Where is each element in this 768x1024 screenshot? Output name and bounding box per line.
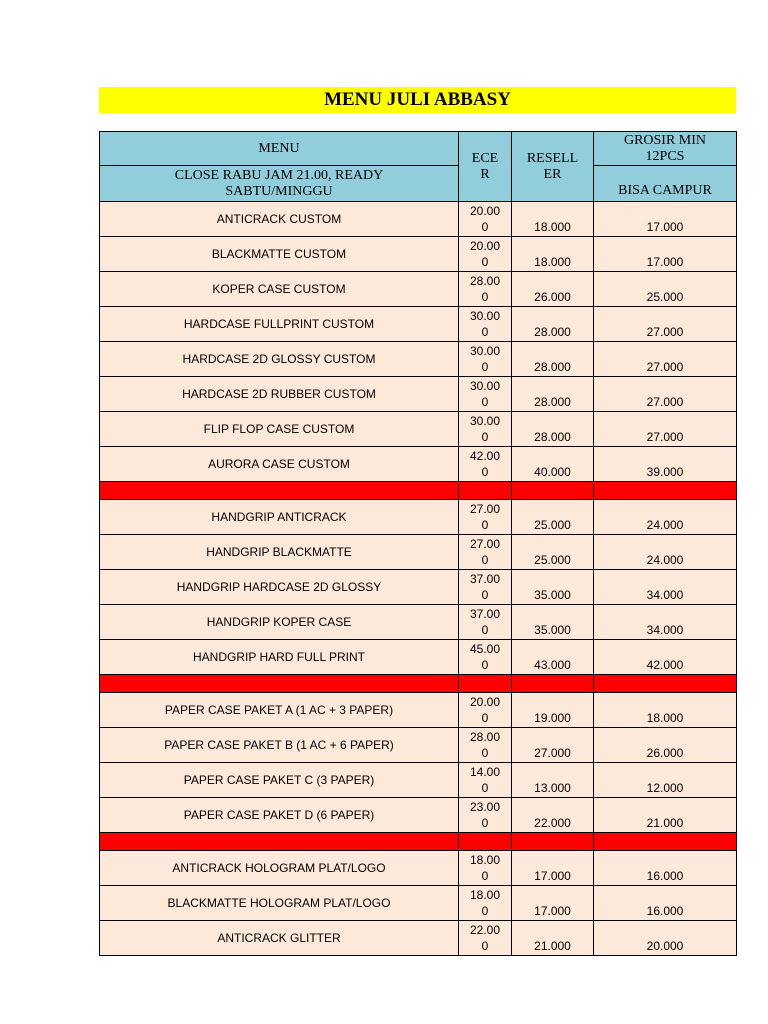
item-ecer <box>459 237 512 272</box>
table-row <box>100 693 737 728</box>
item-ecer <box>459 412 512 447</box>
separator-row <box>100 833 737 851</box>
item-name: HANDGRIP HARDCASE 2D GLOSSY <box>100 570 459 605</box>
item-grosir: 27.000 <box>594 342 737 377</box>
item-name: HARDCASE 2D RUBBER CUSTOM <box>100 377 459 412</box>
table-row <box>100 272 737 307</box>
item-reseller: 17.000 <box>512 886 594 921</box>
ecer-part-2: 0 <box>481 360 489 374</box>
separator-row <box>100 675 737 693</box>
table-row <box>100 535 737 570</box>
separator-cell <box>459 675 512 693</box>
item-grosir: 17.000 <box>594 237 737 272</box>
separator-cell <box>459 833 512 851</box>
item-reseller: 21.000 <box>512 921 594 956</box>
table-row <box>100 763 737 798</box>
ecer-part-2: 0 <box>481 658 489 672</box>
item-grosir: 27.000 <box>594 412 737 447</box>
item-name: BLACKMATTE HOLOGRAM PLAT/LOGO <box>100 886 459 921</box>
ecer-part-1: 20.00 <box>469 239 501 253</box>
table-row <box>100 500 737 535</box>
ecer-part-2: 0 <box>481 781 489 795</box>
ecer-part-2: 0 <box>481 220 489 234</box>
ecer-part-1: 30.00 <box>469 344 501 358</box>
item-name: PAPER CASE PAKET C (3 PAPER) <box>100 763 459 798</box>
item-grosir: 34.000 <box>594 605 737 640</box>
table-row <box>100 605 737 640</box>
item-grosir: 27.000 <box>594 377 737 412</box>
separator-cell <box>100 482 459 500</box>
ecer-part-2: 0 <box>481 465 489 479</box>
item-name: PAPER CASE PAKET A (1 AC + 3 PAPER) <box>100 693 459 728</box>
item-name: ANTICRACK GLITTER <box>100 921 459 956</box>
ecer-part-2: 0 <box>481 255 489 269</box>
item-reseller: 28.000 <box>512 342 594 377</box>
item-grosir: 16.000 <box>594 851 737 886</box>
page-title: MENU JULI ABBASY <box>99 87 736 113</box>
item-name: ANTICRACK HOLOGRAM PLAT/LOGO <box>100 851 459 886</box>
item-grosir: 18.000 <box>594 693 737 728</box>
item-grosir: 27.000 <box>594 307 737 342</box>
item-ecer <box>459 500 512 535</box>
item-reseller: 28.000 <box>512 412 594 447</box>
ecer-part-1: 27.00 <box>469 502 501 516</box>
separator-cell <box>512 833 594 851</box>
item-ecer <box>459 307 512 342</box>
item-reseller: 13.000 <box>512 763 594 798</box>
ecer-part-1: 23.00 <box>469 800 501 814</box>
item-reseller: 22.000 <box>512 798 594 833</box>
ecer-part-2: 0 <box>481 395 489 409</box>
item-grosir: 20.000 <box>594 921 737 956</box>
ecer-part-2: 0 <box>481 623 489 637</box>
item-grosir: 26.000 <box>594 728 737 763</box>
item-grosir: 12.000 <box>594 763 737 798</box>
table-row <box>100 886 737 921</box>
item-name: PAPER CASE PAKET D (6 PAPER) <box>100 798 459 833</box>
item-reseller: 35.000 <box>512 570 594 605</box>
ecer-part-2: 0 <box>481 939 489 953</box>
table-row <box>100 570 737 605</box>
header-menu: MENU <box>100 132 459 166</box>
item-name: FLIP FLOP CASE CUSTOM <box>100 412 459 447</box>
item-reseller: 27.000 <box>512 728 594 763</box>
item-name: HANDGRIP BLACKMATTE <box>100 535 459 570</box>
table-row <box>100 851 737 886</box>
ecer-part-2: 0 <box>481 518 489 532</box>
ecer-part-1: 37.00 <box>469 607 501 621</box>
header-row <box>100 132 737 166</box>
item-ecer <box>459 763 512 798</box>
item-name: PAPER CASE PAKET B (1 AC + 6 PAPER) <box>100 728 459 763</box>
item-ecer <box>459 570 512 605</box>
item-ecer <box>459 798 512 833</box>
table-row <box>100 640 737 675</box>
separator-cell <box>512 675 594 693</box>
table-row <box>100 342 737 377</box>
item-reseller: 19.000 <box>512 693 594 728</box>
ecer-part-1: 30.00 <box>469 379 501 393</box>
item-ecer <box>459 605 512 640</box>
item-name: HARDCASE 2D GLOSSY CUSTOM <box>100 342 459 377</box>
table-row <box>100 447 737 482</box>
header-grosir: GROSIR MIN 12PCS <box>594 132 737 166</box>
item-reseller: 26.000 <box>512 272 594 307</box>
table-row <box>100 307 737 342</box>
ecer-part-1: 27.00 <box>469 537 501 551</box>
item-grosir: 16.000 <box>594 886 737 921</box>
item-reseller: 43.000 <box>512 640 594 675</box>
ecer-part-2: 0 <box>481 553 489 567</box>
item-grosir: 34.000 <box>594 570 737 605</box>
item-ecer <box>459 342 512 377</box>
ecer-part-1: 42.00 <box>469 449 501 463</box>
table-row <box>100 412 737 447</box>
ecer-part-1: 28.00 <box>469 274 501 288</box>
item-ecer <box>459 921 512 956</box>
item-ecer <box>459 535 512 570</box>
item-ecer <box>459 447 512 482</box>
ecer-part-1: 37.00 <box>469 572 501 586</box>
item-reseller: 25.000 <box>512 535 594 570</box>
table-row <box>100 798 737 833</box>
item-ecer <box>459 851 512 886</box>
item-grosir: 39.000 <box>594 447 737 482</box>
header-row-2 <box>100 166 737 202</box>
table-row <box>100 202 737 237</box>
ecer-part-2: 0 <box>481 588 489 602</box>
item-grosir: 24.000 <box>594 535 737 570</box>
table-row <box>100 728 737 763</box>
item-reseller: 28.000 <box>512 377 594 412</box>
separator-cell <box>594 833 737 851</box>
item-name: AURORA CASE CUSTOM <box>100 447 459 482</box>
ecer-part-1: 45.00 <box>469 642 501 656</box>
item-name: HANDGRIP ANTICRACK <box>100 500 459 535</box>
separator-cell <box>594 675 737 693</box>
table-row <box>100 921 737 956</box>
ecer-part-2: 0 <box>481 904 489 918</box>
item-name: HANDGRIP HARD FULL PRINT <box>100 640 459 675</box>
ecer-part-2: 0 <box>481 746 489 760</box>
ecer-part-1: 28.00 <box>469 730 501 744</box>
separator-cell <box>100 675 459 693</box>
item-ecer <box>459 640 512 675</box>
ecer-part-1: 30.00 <box>469 309 501 323</box>
item-reseller: 18.000 <box>512 237 594 272</box>
ecer-part-1: 18.00 <box>469 888 501 902</box>
item-name: HANDGRIP KOPER CASE <box>100 605 459 640</box>
item-name: HARDCASE FULLPRINT CUSTOM <box>100 307 459 342</box>
header-note: CLOSE RABU JAM 21.00, READY SABTU/MINGGU <box>100 166 459 202</box>
item-reseller: 40.000 <box>512 447 594 482</box>
item-grosir: 17.000 <box>594 202 737 237</box>
item-ecer <box>459 377 512 412</box>
item-ecer <box>459 886 512 921</box>
ecer-part-1: 20.00 <box>469 204 501 218</box>
item-grosir: 24.000 <box>594 500 737 535</box>
ecer-part-2: 0 <box>481 325 489 339</box>
separator-row <box>100 482 737 500</box>
ecer-part-2: 0 <box>481 816 489 830</box>
item-reseller: 35.000 <box>512 605 594 640</box>
item-grosir: 21.000 <box>594 798 737 833</box>
ecer-part-1: 20.00 <box>469 695 501 709</box>
item-reseller: 17.000 <box>512 851 594 886</box>
item-name: ANTICRACK CUSTOM <box>100 202 459 237</box>
item-ecer <box>459 202 512 237</box>
item-ecer <box>459 272 512 307</box>
separator-cell <box>100 833 459 851</box>
ecer-part-2: 0 <box>481 290 489 304</box>
ecer-part-1: 18.00 <box>469 853 501 867</box>
item-reseller: 25.000 <box>512 500 594 535</box>
table-row <box>100 377 737 412</box>
item-reseller: 18.000 <box>512 202 594 237</box>
separator-cell <box>459 482 512 500</box>
item-ecer <box>459 728 512 763</box>
item-ecer <box>459 693 512 728</box>
ecer-part-2: 0 <box>481 711 489 725</box>
ecer-part-1: 30.00 <box>469 414 501 428</box>
separator-cell <box>512 482 594 500</box>
header-campur: BISA CAMPUR <box>594 166 737 202</box>
item-grosir: 42.000 <box>594 640 737 675</box>
ecer-part-2: 0 <box>481 430 489 444</box>
header-reseller: RESELL ER <box>512 132 594 202</box>
item-grosir: 25.000 <box>594 272 737 307</box>
ecer-part-1: 14.00 <box>469 765 501 779</box>
price-table <box>99 131 737 956</box>
item-name: KOPER CASE CUSTOM <box>100 272 459 307</box>
header-ecer: ECE R <box>459 132 512 202</box>
item-name: BLACKMATTE CUSTOM <box>100 237 459 272</box>
table-row <box>100 237 737 272</box>
ecer-part-2: 0 <box>481 869 489 883</box>
separator-cell <box>594 482 737 500</box>
ecer-part-1: 22.00 <box>469 923 501 937</box>
item-reseller: 28.000 <box>512 307 594 342</box>
